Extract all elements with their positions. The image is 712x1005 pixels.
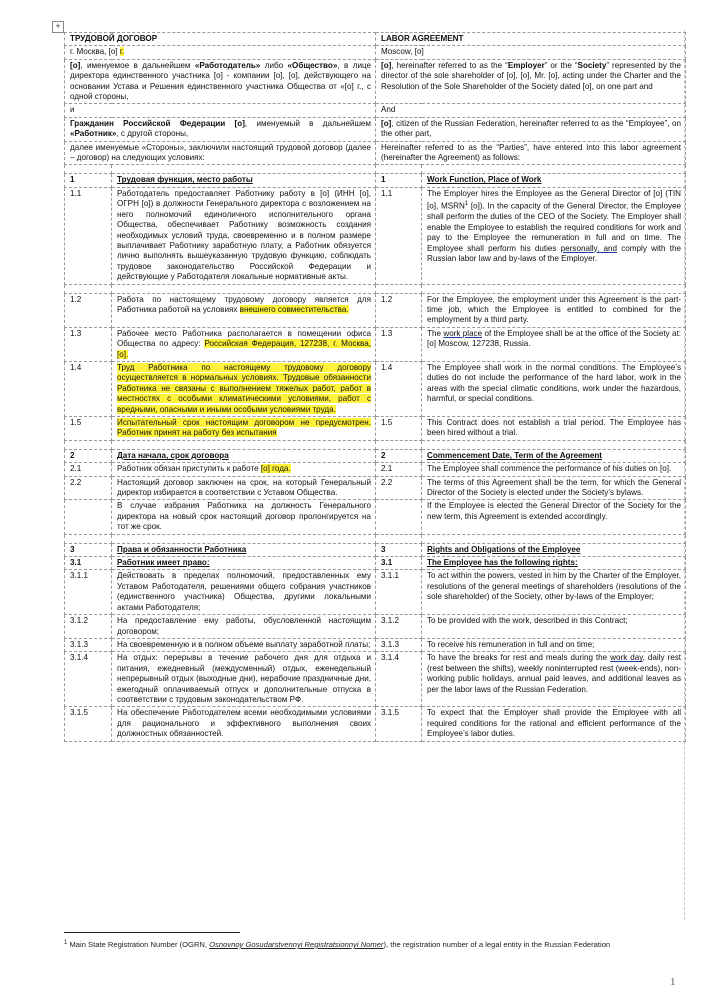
text: либо xyxy=(260,60,288,70)
clause-num: 1.2 xyxy=(65,293,112,327)
clause-ru xyxy=(112,463,376,476)
text: «Работодатель» xyxy=(194,60,261,70)
underlined-text: work day xyxy=(610,653,643,663)
spacer xyxy=(422,440,686,449)
employee-ru xyxy=(65,117,376,141)
spacer-row xyxy=(65,440,686,449)
spacer xyxy=(112,440,376,449)
section-num: 3 xyxy=(376,543,422,556)
clause-num: 3.1.1 xyxy=(65,570,112,615)
underlined-text: personally, and xyxy=(560,243,617,253)
text: Гражданин Российской Федерации [о] xyxy=(70,118,245,128)
clause-num: 1.5 xyxy=(65,417,112,441)
text: Main State Registration Number (OGRN, xyxy=(67,940,210,949)
clause-row xyxy=(65,638,686,651)
clause-row xyxy=(65,361,686,416)
highlight: [о] года. xyxy=(260,464,291,474)
spacer xyxy=(376,534,422,543)
section-title-ru: Дата начала, срок договора xyxy=(112,449,376,462)
section-num: 2 xyxy=(65,449,112,462)
clause-num: 1.5 xyxy=(376,417,422,441)
header-en: LABOR AGREEMENT xyxy=(376,33,686,46)
section-1-title-row xyxy=(65,174,686,187)
text: , daily rest (rest between the shifts), weekly noninterrupted rest (week-ends), non-working public holidays, annual paid leaves, and additional leaves as per the labor laws of the Russian Federation. xyxy=(427,653,682,694)
city-ru xyxy=(65,46,376,59)
employer-ru xyxy=(65,59,376,104)
clause-row xyxy=(65,187,686,284)
subsection-title-ru: Работник имеет право: xyxy=(112,557,376,570)
clause-num: 3.1.3 xyxy=(376,638,422,651)
section-3-title-row xyxy=(65,543,686,556)
clause-en: For the Employee, the employment under this Agreement is the part-time job, which the Employee is entitled to combined for the employment by a third party. xyxy=(422,293,686,327)
clause-row xyxy=(65,500,686,534)
clause-ru: На отдых: перерывы в течение рабочего дня для отдыха и питания, ежедневный (междусменный) отдых, еженедельный непрерывный отдых (выходные дни), нерабочие праздничные дни, ежегодный оплачиваемый отпуск и дополнительные отпуска в соответствии с трудовым законодательством РФ. xyxy=(112,652,376,707)
clause-ru xyxy=(112,417,376,441)
section-title-en: Commencement Date, Term of the Agreement xyxy=(422,449,686,462)
clause-en: If the Employee is elected the General Director of the Society for the new term, this Agreement is extended accordingly. xyxy=(422,500,686,534)
table-move-handle-icon[interactable]: + xyxy=(52,21,64,33)
clause-num: 1.1 xyxy=(376,187,422,284)
subsection-row xyxy=(65,557,686,570)
clause-en xyxy=(422,187,686,284)
section-title-ru: Права и обязанности Работника xyxy=(112,543,376,556)
text: «Общество» xyxy=(287,60,338,70)
text: , citizen of the Russian Federation, hereinafter referred to as the “Employee”, on the other part, xyxy=(381,118,682,139)
city-en: Moscow, [o] xyxy=(376,46,686,59)
text: of the Employee shall be at the office of the Society at: [o] Moscow, 127238, Russia. xyxy=(427,328,682,349)
clause-num: 3.1.2 xyxy=(376,615,422,639)
clause-num: 3.1.3 xyxy=(65,638,112,651)
text: Society xyxy=(577,60,607,70)
clause-en: To receive his remuneration in full and on time; xyxy=(422,638,686,651)
text: , именуемый в дальнейшем xyxy=(244,118,371,128)
subsection-num: 3.1 xyxy=(376,557,422,570)
spacer xyxy=(422,534,686,543)
employee-en xyxy=(376,117,686,141)
clause-ru: Действовать в пределах полномочий, предоставленных ему Уставом Работодателя, решениями общего собрания участников (единственного участника) Общества, другими локальными актами Работодателя; xyxy=(112,570,376,615)
clause-ru: В случае избрания Работника на должность Генерального директора на новый срок настоящий договор пролонгируется на тот же срок. xyxy=(112,500,376,534)
clause-ru: На предоставление ему работы, обусловленной настоящим договором; xyxy=(112,615,376,639)
subsection-num: 3.1 xyxy=(65,557,112,570)
clause-row xyxy=(65,615,686,639)
clause-num: 1.3 xyxy=(65,327,112,361)
section-num: 1 xyxy=(376,174,422,187)
highlight: Труд Работника по настоящему трудовому договору осуществляется в нормальных условиях. Трудовые обязанности Работника не связаны с выполнением тяжелых работ, работ в местностях с особыми климатическими условиями, работ с вредными, опасными и иными особыми условиями труда. xyxy=(117,362,372,414)
highlight: Российская Федерация, 127238, г. Москва, [о]. xyxy=(117,339,372,359)
section-num: 2 xyxy=(376,449,422,462)
clause-num: 3.1.4 xyxy=(376,652,422,707)
clause-ru: Настоящий договор заключен на срок, на который Генеральный директор избирается в соответствии с Уставом Общества. xyxy=(112,476,376,500)
city-ru-text: г. Москва, [о] xyxy=(70,47,120,57)
spacer xyxy=(112,165,376,174)
spacer xyxy=(376,284,422,293)
parties-row xyxy=(65,141,686,165)
underlined-text: work place xyxy=(443,328,483,338)
clause-ru: На обеспечение Работодателем всеми необходимыми условиями для рационального и эффективного выполнения своих должностных обязанностей. xyxy=(112,707,376,741)
spacer-row xyxy=(65,534,686,543)
clause-row xyxy=(65,327,686,361)
text: [o]). In the capacity of the General Director, the Employee shall perform the duties of the CEO of the Society. The Employer shall enable the Employee to establish the required conditions for work and pay to the Employee the remuneration in full and on time. The Employee shall perform his duties xyxy=(427,201,682,253)
clause-en: The Employee shall work in the normal conditions. The Employee’s duties do not include the performance of the hard labor, work in the areas with the special climatic conditions, work under the hazardous, harmful, or special conditions. xyxy=(422,361,686,416)
clause-num-empty xyxy=(65,500,112,534)
section-2-title-row xyxy=(65,449,686,462)
clause-num: 3.1.4 xyxy=(65,652,112,707)
section-num: 1 xyxy=(65,174,112,187)
text: Работа по настоящему трудовому договору является для Работника работой на условиях xyxy=(117,294,372,314)
underlined-text: Osnovnoy Gosudarstvennyi Registratsionnyi Nomer xyxy=(209,940,384,949)
clause-num: 2.2 xyxy=(376,476,422,500)
spacer xyxy=(65,534,112,543)
clause-en: The Employee shall commence the performance of his duties on [o]. xyxy=(422,463,686,476)
clause-ru xyxy=(112,327,376,361)
employer-en xyxy=(376,59,686,104)
clause-num: 3.1.5 xyxy=(376,707,422,741)
spacer-row xyxy=(65,284,686,293)
clause-num: 1.2 xyxy=(376,293,422,327)
clause-row xyxy=(65,476,686,500)
footnote-mark: 1 xyxy=(64,940,68,946)
clause-ru: На своевременную и в полном объеме выплату заработной платы; xyxy=(112,638,376,651)
clause-ru xyxy=(112,361,376,416)
text: , hereinafter referred to as the “ xyxy=(391,60,508,70)
footnote-separator xyxy=(64,932,240,933)
clause-en: The terms of this Agreement shall be the term, for which the General Director of the Society is elected under the Society’s bylaws. xyxy=(422,476,686,500)
highlight: Испытательный срок настоящим договором не предусмотрен. Работник принят на работу без испытания xyxy=(117,418,372,438)
clause-row xyxy=(65,293,686,327)
clause-num: 3.1.1 xyxy=(376,570,422,615)
clause-num: 1.1 xyxy=(65,187,112,284)
city-ru-highlight: г. xyxy=(119,47,125,57)
section-title-ru: Трудовая функция, место работы xyxy=(112,174,376,187)
text: The xyxy=(427,328,444,338)
footnote-ref[interactable]: 1 xyxy=(464,201,469,208)
text: Employer xyxy=(507,60,545,70)
text: [o] xyxy=(381,60,392,70)
clause-num: 1.3 xyxy=(376,327,422,361)
highlight: внешнего совместительства. xyxy=(239,304,349,314)
clause-row xyxy=(65,463,686,476)
clause-en: To be provided with the work, described in this Contract; xyxy=(422,615,686,639)
text: , в лице директора единственного участника [о] - компании [о], [о], действующего на основании Устава и Решения единственного участника Общества от «[о] г., с одной стороны, xyxy=(70,60,372,102)
text: Работник обязан приступить к работе xyxy=(117,464,261,474)
clause-ru: Работодатель предоставляет Работнику работу в [о] (ИНН [о], ОГРН [о]) в должности Генерального директора с возложением на него полномочий единоличного исполнительного органа Общества, обеспечивает Работнику возможность создания необходимых условий труда, своевременно и в полном размере выплачивает Работнику заработную плату, а Работник обязуется лично выполнять вышеуказанную трудовую функцию, соблюдать трудовое законодательство Российской Федерации и действующие у Работодателя локальные нормативные акты. xyxy=(112,187,376,284)
clause-row xyxy=(65,570,686,615)
header-row xyxy=(65,33,686,46)
text: , с другой стороны, xyxy=(116,129,189,139)
text: Рабочее место Работника располагается в помещении офиса Общества по адресу: xyxy=(117,328,372,349)
agreement-table xyxy=(64,32,686,742)
spacer xyxy=(65,440,112,449)
clause-num: 1.4 xyxy=(65,361,112,416)
text: [o] xyxy=(381,118,392,128)
text: ), the registration number of a legal entity in the Russian Federation xyxy=(383,940,611,949)
spacer xyxy=(65,165,112,174)
page-number: 1 xyxy=(670,976,676,988)
and-ru: и xyxy=(65,104,376,117)
city-row xyxy=(65,46,686,59)
clause-row xyxy=(65,652,686,707)
clause-num: 2.1 xyxy=(65,463,112,476)
text: , именуемое в дальнейшем xyxy=(80,60,195,70)
text: [о] xyxy=(70,60,81,70)
clause-ru xyxy=(112,293,376,327)
clause-en xyxy=(422,652,686,707)
clause-num: 2.1 xyxy=(376,463,422,476)
clause-num: 3.1.2 xyxy=(65,615,112,639)
footnote xyxy=(64,938,684,950)
parties-en: Hereinafter referred to as the “Parties”, have entered into this labor agreement (hereinafter the Agreement) as follows: xyxy=(376,141,686,165)
text: comply with the Russian labor law and by-laws of the Employer. xyxy=(427,243,682,263)
text: «Работник» xyxy=(70,129,117,139)
clause-num: 3.1.5 xyxy=(65,707,112,741)
spacer xyxy=(376,440,422,449)
clause-en: This Contract does not establish a trial period. The Employee has been hired without a trial. xyxy=(422,417,686,441)
clause-num: 2.2 xyxy=(65,476,112,500)
text: To have the breaks for rest and meals during the xyxy=(427,653,611,663)
parties-ru: далее именуемые «Стороны», заключили настоящий трудовой договор (далее – договор) на следующих условиях: xyxy=(65,141,376,165)
text: The Employer hires the Employee as the General Director of [o] (TIN [o], MSRN xyxy=(427,188,682,211)
employee-row xyxy=(65,117,686,141)
spacer xyxy=(422,165,686,174)
text: ” represented by the director of the sole shareholder of [o], [o], Mr. [o], acting under the Charter and the Resolution of the Sole Shareholder of the Society dated [o], on one part and xyxy=(381,60,682,91)
clause-en: To act within the powers, vested in him by the Charter of the Employer, resolutions of the general meetings of shareholders (resolutions of the sole shareholder) of the Society, other by-laws of the Employer; xyxy=(422,570,686,615)
section-num: 3 xyxy=(65,543,112,556)
clause-en: To expect that the Employer shall provide the Employee with all required conditions for the rational and efficient performance of the Employee’s labor duties. xyxy=(422,707,686,741)
spacer xyxy=(112,534,376,543)
clause-row xyxy=(65,417,686,441)
spacer xyxy=(376,165,422,174)
section-title-en: Work Function, Place of Work xyxy=(422,174,686,187)
spacer xyxy=(65,284,112,293)
clause-en xyxy=(422,327,686,361)
spacer-row xyxy=(65,165,686,174)
spacer xyxy=(422,284,686,293)
spacer xyxy=(112,284,376,293)
clause-row xyxy=(65,707,686,741)
clause-num: 1.4 xyxy=(376,361,422,416)
section-title-en: Rights and Obligations of the Employee xyxy=(422,543,686,556)
header-ru: ТРУДОВОЙ ДОГОВОР xyxy=(65,33,376,46)
clause-num-empty xyxy=(376,500,422,534)
employer-row xyxy=(65,59,686,104)
and-row xyxy=(65,104,686,117)
subsection-title-en: The Employee has the following rights: xyxy=(422,557,686,570)
and-en: And xyxy=(376,104,686,117)
text: ” or the “ xyxy=(544,60,578,70)
